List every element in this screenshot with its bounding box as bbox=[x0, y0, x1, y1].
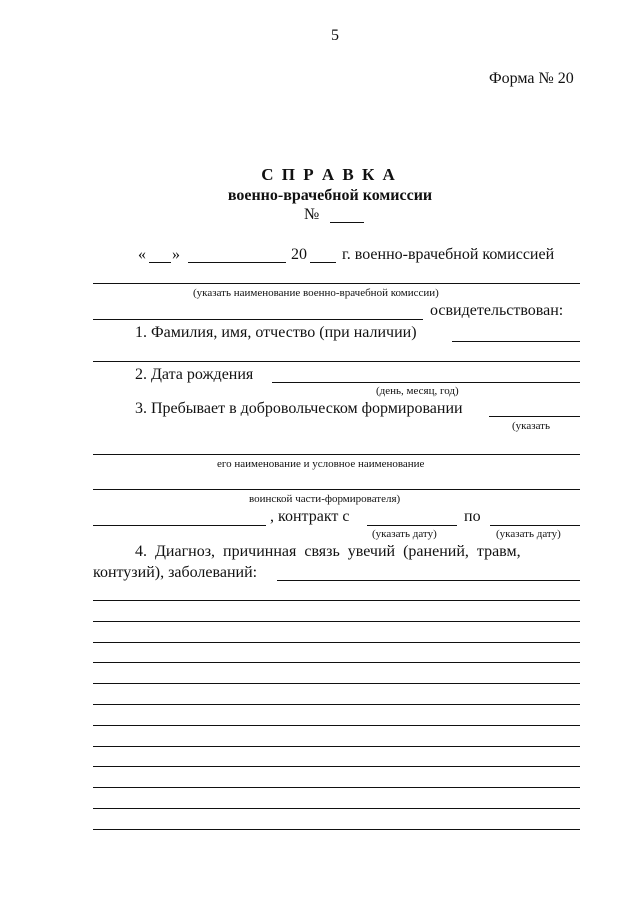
number-sign: № bbox=[304, 206, 320, 223]
commission-name-field[interactable] bbox=[93, 283, 580, 284]
formation-field-3[interactable] bbox=[93, 525, 266, 526]
diagnosis-line[interactable] bbox=[93, 787, 580, 788]
year-prefix: 20 bbox=[291, 246, 307, 263]
diagnosis-line[interactable] bbox=[93, 621, 580, 622]
date-close-quote: » bbox=[172, 246, 180, 263]
hint-commission-name: (указать наименование военно-врачебной комиссии) bbox=[193, 287, 439, 299]
diagnosis-line[interactable] bbox=[93, 600, 580, 601]
diagnosis-line[interactable] bbox=[93, 766, 580, 767]
unit-name-field[interactable] bbox=[93, 489, 580, 490]
day-field[interactable] bbox=[149, 262, 171, 263]
form-label: Форма № 20 bbox=[489, 70, 574, 87]
item4-label-line2: контузий), заболеваний: bbox=[93, 564, 258, 581]
page-number: 5 bbox=[331, 27, 339, 44]
commission-name-field-2[interactable] bbox=[93, 319, 423, 320]
item2-label: 2. Дата рождения bbox=[135, 366, 254, 383]
full-name-field[interactable] bbox=[452, 341, 580, 342]
month-field[interactable] bbox=[188, 262, 286, 263]
date-suffix: г. военно-врачебной комиссией bbox=[342, 246, 555, 263]
document-subtitle: военно-врачебной комиссии bbox=[227, 187, 433, 204]
contract-start-date-field[interactable] bbox=[367, 525, 457, 526]
examined-label: освидетельствован: bbox=[430, 302, 564, 319]
hint-date-start: (указать дату) bbox=[372, 528, 437, 540]
diagnosis-line[interactable] bbox=[93, 683, 580, 684]
document-title: С П Р А В К А bbox=[261, 165, 397, 184]
diagnosis-line[interactable] bbox=[93, 662, 580, 663]
contract-to-label: по bbox=[464, 508, 481, 525]
item1-label: 1. Фамилия, имя, отчество (при наличии) bbox=[135, 324, 417, 341]
year-field[interactable] bbox=[310, 262, 336, 263]
diagnosis-field[interactable] bbox=[277, 580, 580, 581]
hint-indicate: (указать bbox=[512, 420, 550, 432]
date-open-quote: « bbox=[138, 246, 146, 263]
diagnosis-line[interactable] bbox=[93, 829, 580, 830]
item4-label-line1: 4. Диагноз, причинная связь увечий (ранений, травм, bbox=[135, 543, 521, 560]
diagnosis-line[interactable] bbox=[93, 704, 580, 705]
contract-end-date-field[interactable] bbox=[490, 525, 580, 526]
item3-label: 3. Пребывает в добровольческом формировании bbox=[135, 400, 463, 417]
formation-name-field[interactable] bbox=[93, 454, 580, 455]
diagnosis-line[interactable] bbox=[93, 725, 580, 726]
hint-unit-line: воинской части-формирователя) bbox=[249, 493, 401, 505]
hint-name-line: его наименование и условное наименование bbox=[217, 458, 425, 470]
hint-birth: (день, месяц, год) bbox=[376, 385, 459, 397]
birth-date-field[interactable] bbox=[272, 382, 580, 383]
diagnosis-line[interactable] bbox=[93, 808, 580, 809]
full-name-field-2[interactable] bbox=[93, 361, 580, 362]
hint-date-end: (указать дату) bbox=[496, 528, 561, 540]
number-field[interactable] bbox=[330, 222, 364, 223]
diagnosis-line[interactable] bbox=[93, 746, 580, 747]
formation-field[interactable] bbox=[489, 416, 580, 417]
contract-from-label: , контракт с bbox=[270, 508, 350, 525]
diagnosis-line[interactable] bbox=[93, 642, 580, 643]
